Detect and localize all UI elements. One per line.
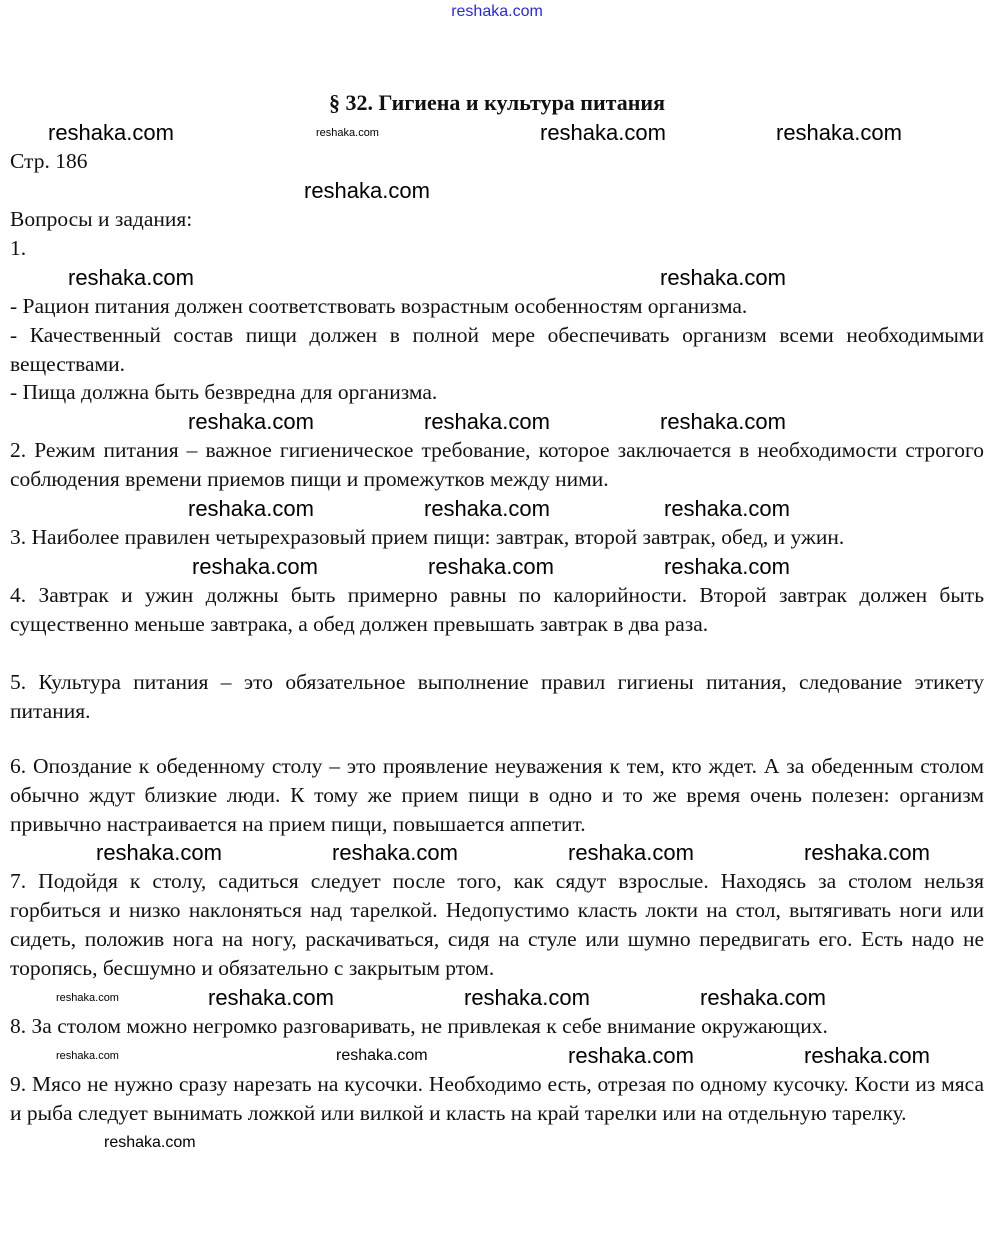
answer-1-item: - Качественный состав пищи должен в полной мере обеспечивать организм всеми необходимыми веществами. bbox=[10, 322, 984, 376]
watermark: reshaka.com bbox=[660, 409, 786, 435]
spacer bbox=[0, 639, 994, 668]
answer-4: 4. Завтрак и ужин должны быть примерно равны по калорийности. Второй завтрак должен быть существенно меньше завтрака, а обед должен превышать завтрак в два раза. bbox=[10, 583, 984, 636]
page-reference: Стр. 186 bbox=[10, 149, 88, 173]
small-watermark: reshaka.com bbox=[56, 992, 119, 1005]
answer-8: 8. За столом можно негромко разговаривать, не привлекая к себе внимание окружающих. bbox=[10, 1014, 828, 1039]
watermark: reshaka.com bbox=[332, 840, 458, 866]
watermark-row bbox=[0, 407, 994, 436]
watermark: reshaka.com bbox=[424, 409, 550, 435]
watermark-row bbox=[0, 176, 994, 205]
watermark-row bbox=[0, 983, 994, 1012]
watermark: reshaka.com bbox=[96, 840, 222, 866]
watermark: reshaka.com bbox=[664, 496, 790, 522]
header-watermark: reshaka.com bbox=[451, 3, 543, 20]
watermark-row bbox=[0, 1041, 994, 1070]
answer-2: 2. Режим питания – важное гигиеническое требование, которое заключается в необходимости строгого соблюдения времени приемов пищи и промежутков между ними. bbox=[10, 438, 984, 492]
watermark: reshaka.com bbox=[428, 554, 554, 580]
watermark: reshaka.com bbox=[48, 120, 174, 145]
watermark: reshaka.com bbox=[188, 496, 314, 522]
watermark: reshaka.com bbox=[68, 264, 194, 290]
section-label: Вопросы и задания: bbox=[10, 206, 193, 231]
watermark-row bbox=[0, 838, 994, 867]
watermark-row bbox=[0, 118, 994, 147]
small-watermark: reshaka.com bbox=[336, 1046, 428, 1064]
answer-1-number: 1. bbox=[10, 235, 27, 260]
watermark-row bbox=[0, 263, 994, 292]
watermark: reshaka.com bbox=[304, 177, 430, 203]
watermark-row bbox=[0, 552, 994, 581]
watermark: reshaka.com bbox=[568, 840, 694, 866]
small-watermark: reshaka.com bbox=[56, 1049, 119, 1062]
watermark: reshaka.com bbox=[188, 409, 314, 435]
answer-9: 9. Мясо не нужно сразу нарезать на кусочки. Необходимо есть, отрезая по одному кусочку. Кости из мяса и рыба следует вынимать ложкой или вилкой и класть на край тарелки или на отдельную тарелку. bbox=[10, 1071, 984, 1125]
watermark: reshaka.com bbox=[804, 840, 930, 866]
document-body bbox=[10, 118, 984, 1157]
watermark: reshaka.com bbox=[208, 985, 334, 1011]
answer-3: 3. Наиболее правилен четырехразовый прием пищи: завтрак, второй завтрак, обед, и ужин. bbox=[10, 525, 845, 550]
watermark: reshaka.com bbox=[192, 554, 318, 580]
watermark-row bbox=[0, 494, 994, 523]
watermark: reshaka.com bbox=[776, 120, 902, 145]
small-watermark: reshaka.com bbox=[316, 127, 379, 139]
watermark-row bbox=[0, 1128, 994, 1157]
answer-1-item: - Пища должна быть безвредна для организма. bbox=[10, 380, 438, 405]
page-title: § 32. Гигиена и культура питания bbox=[328, 90, 665, 115]
small-watermark: reshaka.com bbox=[104, 1133, 196, 1151]
watermark: reshaka.com bbox=[804, 1042, 930, 1068]
answer-1 bbox=[10, 292, 984, 408]
watermark: reshaka.com bbox=[540, 120, 666, 145]
spacer bbox=[0, 726, 994, 752]
answer-7: 7. Подойдя к столу, садиться следует после того, как сядут взрослые. Находясь за столом нельзя горбиться и низко наклоняться над тарелкой. Недопустимо класть локти на стол, вытягивать ноги или сидеть, положив нога на ногу, раскачиваться, сидя на стуле или шумно передвигать его. Есть надо не торопясь, бесшумно и обязательно с закрытым ртом. bbox=[10, 869, 984, 981]
answer-1-item: - Рацион питания должен соответствовать возрастным особенностям организма. bbox=[10, 293, 748, 318]
answer-5: 5. Культура питания – это обязательное выполнение правил гигиены питания, следование этикету питания. bbox=[10, 669, 984, 723]
watermark: reshaka.com bbox=[424, 496, 550, 522]
watermark: reshaka.com bbox=[700, 985, 826, 1011]
watermark: reshaka.com bbox=[660, 264, 786, 290]
watermark: reshaka.com bbox=[664, 554, 790, 580]
watermark: reshaka.com bbox=[568, 1042, 694, 1068]
watermark: reshaka.com bbox=[464, 985, 590, 1011]
answer-6: 6. Опоздание к обеденному столу – это проявление неуважения к тем, кто ждет. А за обеденным столом обычно ждут близкие люди. К тому же прием пищи в одно и то же время очень полезен: организм привычно настраивается на прием пищи, повышается аппетит. bbox=[10, 753, 984, 836]
